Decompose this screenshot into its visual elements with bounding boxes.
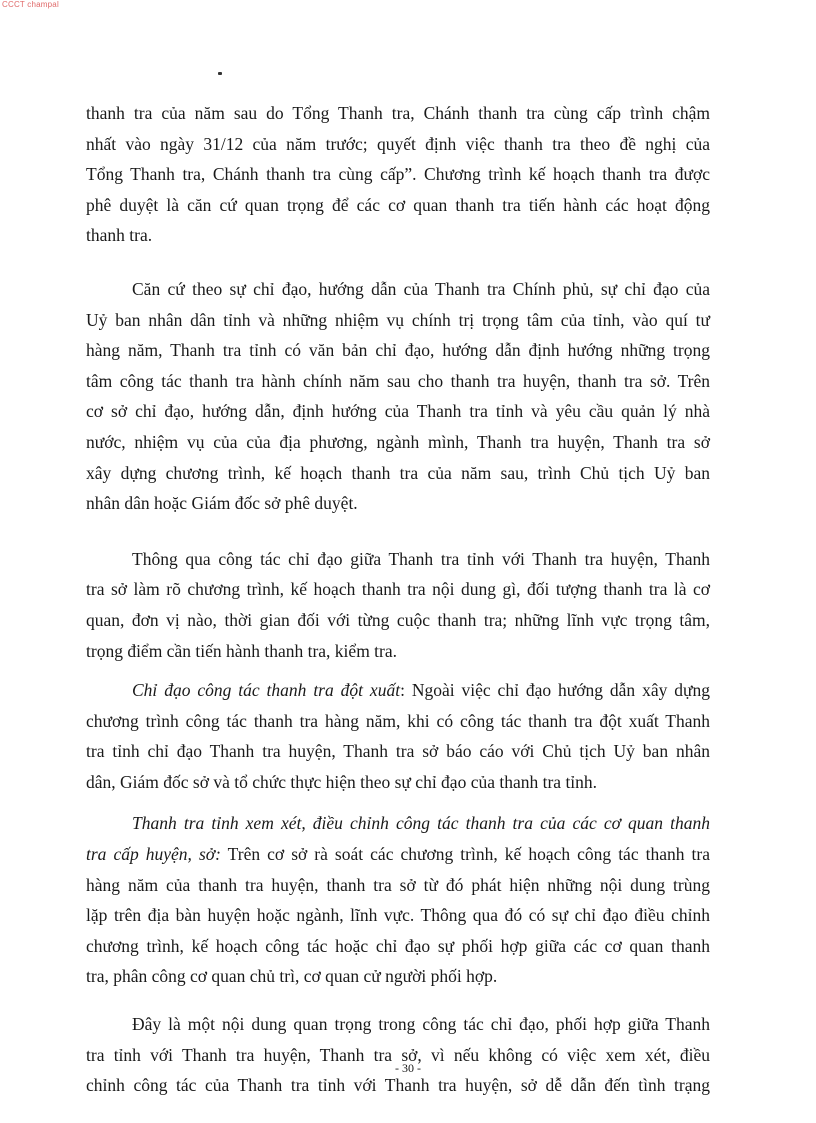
italic-heading: Thanh tra tỉnh xem xét, điều chỉnh công tác thanh tra của các cơ quan thanh	[132, 813, 710, 834]
text-line: Đây là một nội dung quan trọng trong công tác chỉ đạo, phối hợp giữa Thanh	[132, 1014, 710, 1035]
paragraph-4	[86, 675, 710, 797]
text-line: xây dựng chương trình, kế hoạch thanh tra của năm sau, trình Chủ tịch Uỷ ban	[86, 462, 710, 483]
text-line: tra, phân công cơ quan chủ trì, cơ quan cử người phối hợp.	[86, 966, 498, 987]
paragraph-3	[86, 544, 710, 666]
text-line	[86, 808, 710, 839]
text-line: tâm công tác thanh tra hành chính năm sau cho thanh tra huyện, thanh tra sở. Trên	[86, 370, 710, 391]
text-line: trọng điểm cần tiến hành thanh tra, kiểm tra.	[86, 640, 398, 661]
text-line: Thông qua công tác chỉ đạo giữa Thanh tra tỉnh với Thanh tra huyện, Thanh	[132, 548, 710, 569]
heading-continuation: Trên cơ sở rà soát các chương trình, kế hoạch công tác thanh tra	[220, 844, 711, 865]
text-line: hàng năm của thanh tra huyện, thanh tra sở từ đó phát hiện những nội dung trùng	[86, 874, 710, 895]
watermark-text: CCCT champal	[2, 0, 59, 9]
text-line: lặp trên địa bàn huyện hoặc ngành, lĩnh vực. Thông qua đó có sự chỉ đạo điều chỉnh	[86, 905, 710, 926]
text-line: chương trình, kế hoạch công tác hoặc chỉ đạo sự phối hợp giữa các cơ quan thanh	[86, 935, 710, 956]
text-line: nhân dân hoặc Giám đốc sở phê duyệt.	[86, 493, 358, 514]
text-line: Căn cứ theo sự chỉ đạo, hướng dẫn của Thanh tra Chính phủ, sự chỉ đạo của	[132, 278, 710, 299]
paragraph-2	[86, 274, 710, 519]
document-body	[86, 98, 710, 1101]
text-line: quan, đơn vị nào, thời gian đối với từng cuộc thanh tra; những lĩnh vực trọng tâm,	[86, 609, 710, 630]
paragraph-5	[86, 808, 710, 992]
text-line: hàng năm, Thanh tra tỉnh có văn bản chỉ đạo, hướng dẫn định hướng những trọng	[86, 340, 710, 361]
text-line: Tổng Thanh tra, Chánh thanh tra cùng cấp”. Chương trình kế hoạch thanh tra được	[86, 164, 710, 185]
text-line: thanh tra của năm sau do Tổng Thanh tra, Chánh thanh tra cùng cấp trình chậm	[86, 103, 710, 123]
heading-continuation: : Ngoài việc chỉ đạo hướng dẫn xây dựng	[400, 680, 710, 701]
text-line	[86, 839, 710, 870]
text-line: tra tỉnh với Thanh tra huyện, Thanh tra sở, vì nếu không có việc xem xét, điều	[86, 1044, 710, 1065]
text-line: phê duyệt là căn cứ quan trọng để các cơ quan thanh tra tiến hành các hoạt động	[86, 194, 710, 215]
text-line: cơ sở chỉ đạo, hướng dẫn, định hướng của Thanh tra tỉnh và yêu cầu quản lý nhà	[86, 401, 710, 422]
text-line: chương trình công tác thanh tra hàng năm, khi có công tác thanh tra đột xuất Thanh	[86, 710, 710, 731]
italic-heading: Chỉ đạo công tác thanh tra đột xuất	[132, 680, 401, 701]
text-line: chỉnh công tác của Thanh tra tỉnh với Thanh tra huyện, sở dễ dẫn đến tình trạng	[86, 1075, 710, 1096]
text-line: nước, nhiệm vụ của của địa phương, ngành mình, Thanh tra huyện, Thanh tra sở	[86, 431, 710, 452]
page-number: - 30 -	[395, 1061, 421, 1075]
paragraph-6	[86, 1009, 710, 1101]
paragraph-1	[86, 98, 710, 251]
text-line	[86, 675, 710, 706]
text-line: nhất vào ngày 31/12 của năm trước; quyết định việc thanh tra theo đề nghị của	[86, 133, 710, 154]
scan-speck	[218, 72, 222, 75]
text-line: tra tỉnh chỉ đạo Thanh tra huyện, Thanh tra sở báo cáo với Chủ tịch Uỷ ban nhân	[86, 741, 710, 762]
text-line: dân, Giám đốc sở và tổ chức thực hiện theo sự chỉ đạo của thanh tra tỉnh.	[86, 771, 598, 792]
text-line: Uỷ ban nhân dân tỉnh và những nhiệm vụ chính trị trọng tâm của tỉnh, vào quí tư	[86, 309, 710, 330]
italic-heading: tra cấp huyện, sở:	[86, 844, 221, 865]
text-line: tra sở làm rõ chương trình, kế hoạch thanh tra nội dung gì, đối tượng thanh tra là cơ	[86, 579, 710, 600]
text-line: thanh tra.	[86, 225, 153, 246]
